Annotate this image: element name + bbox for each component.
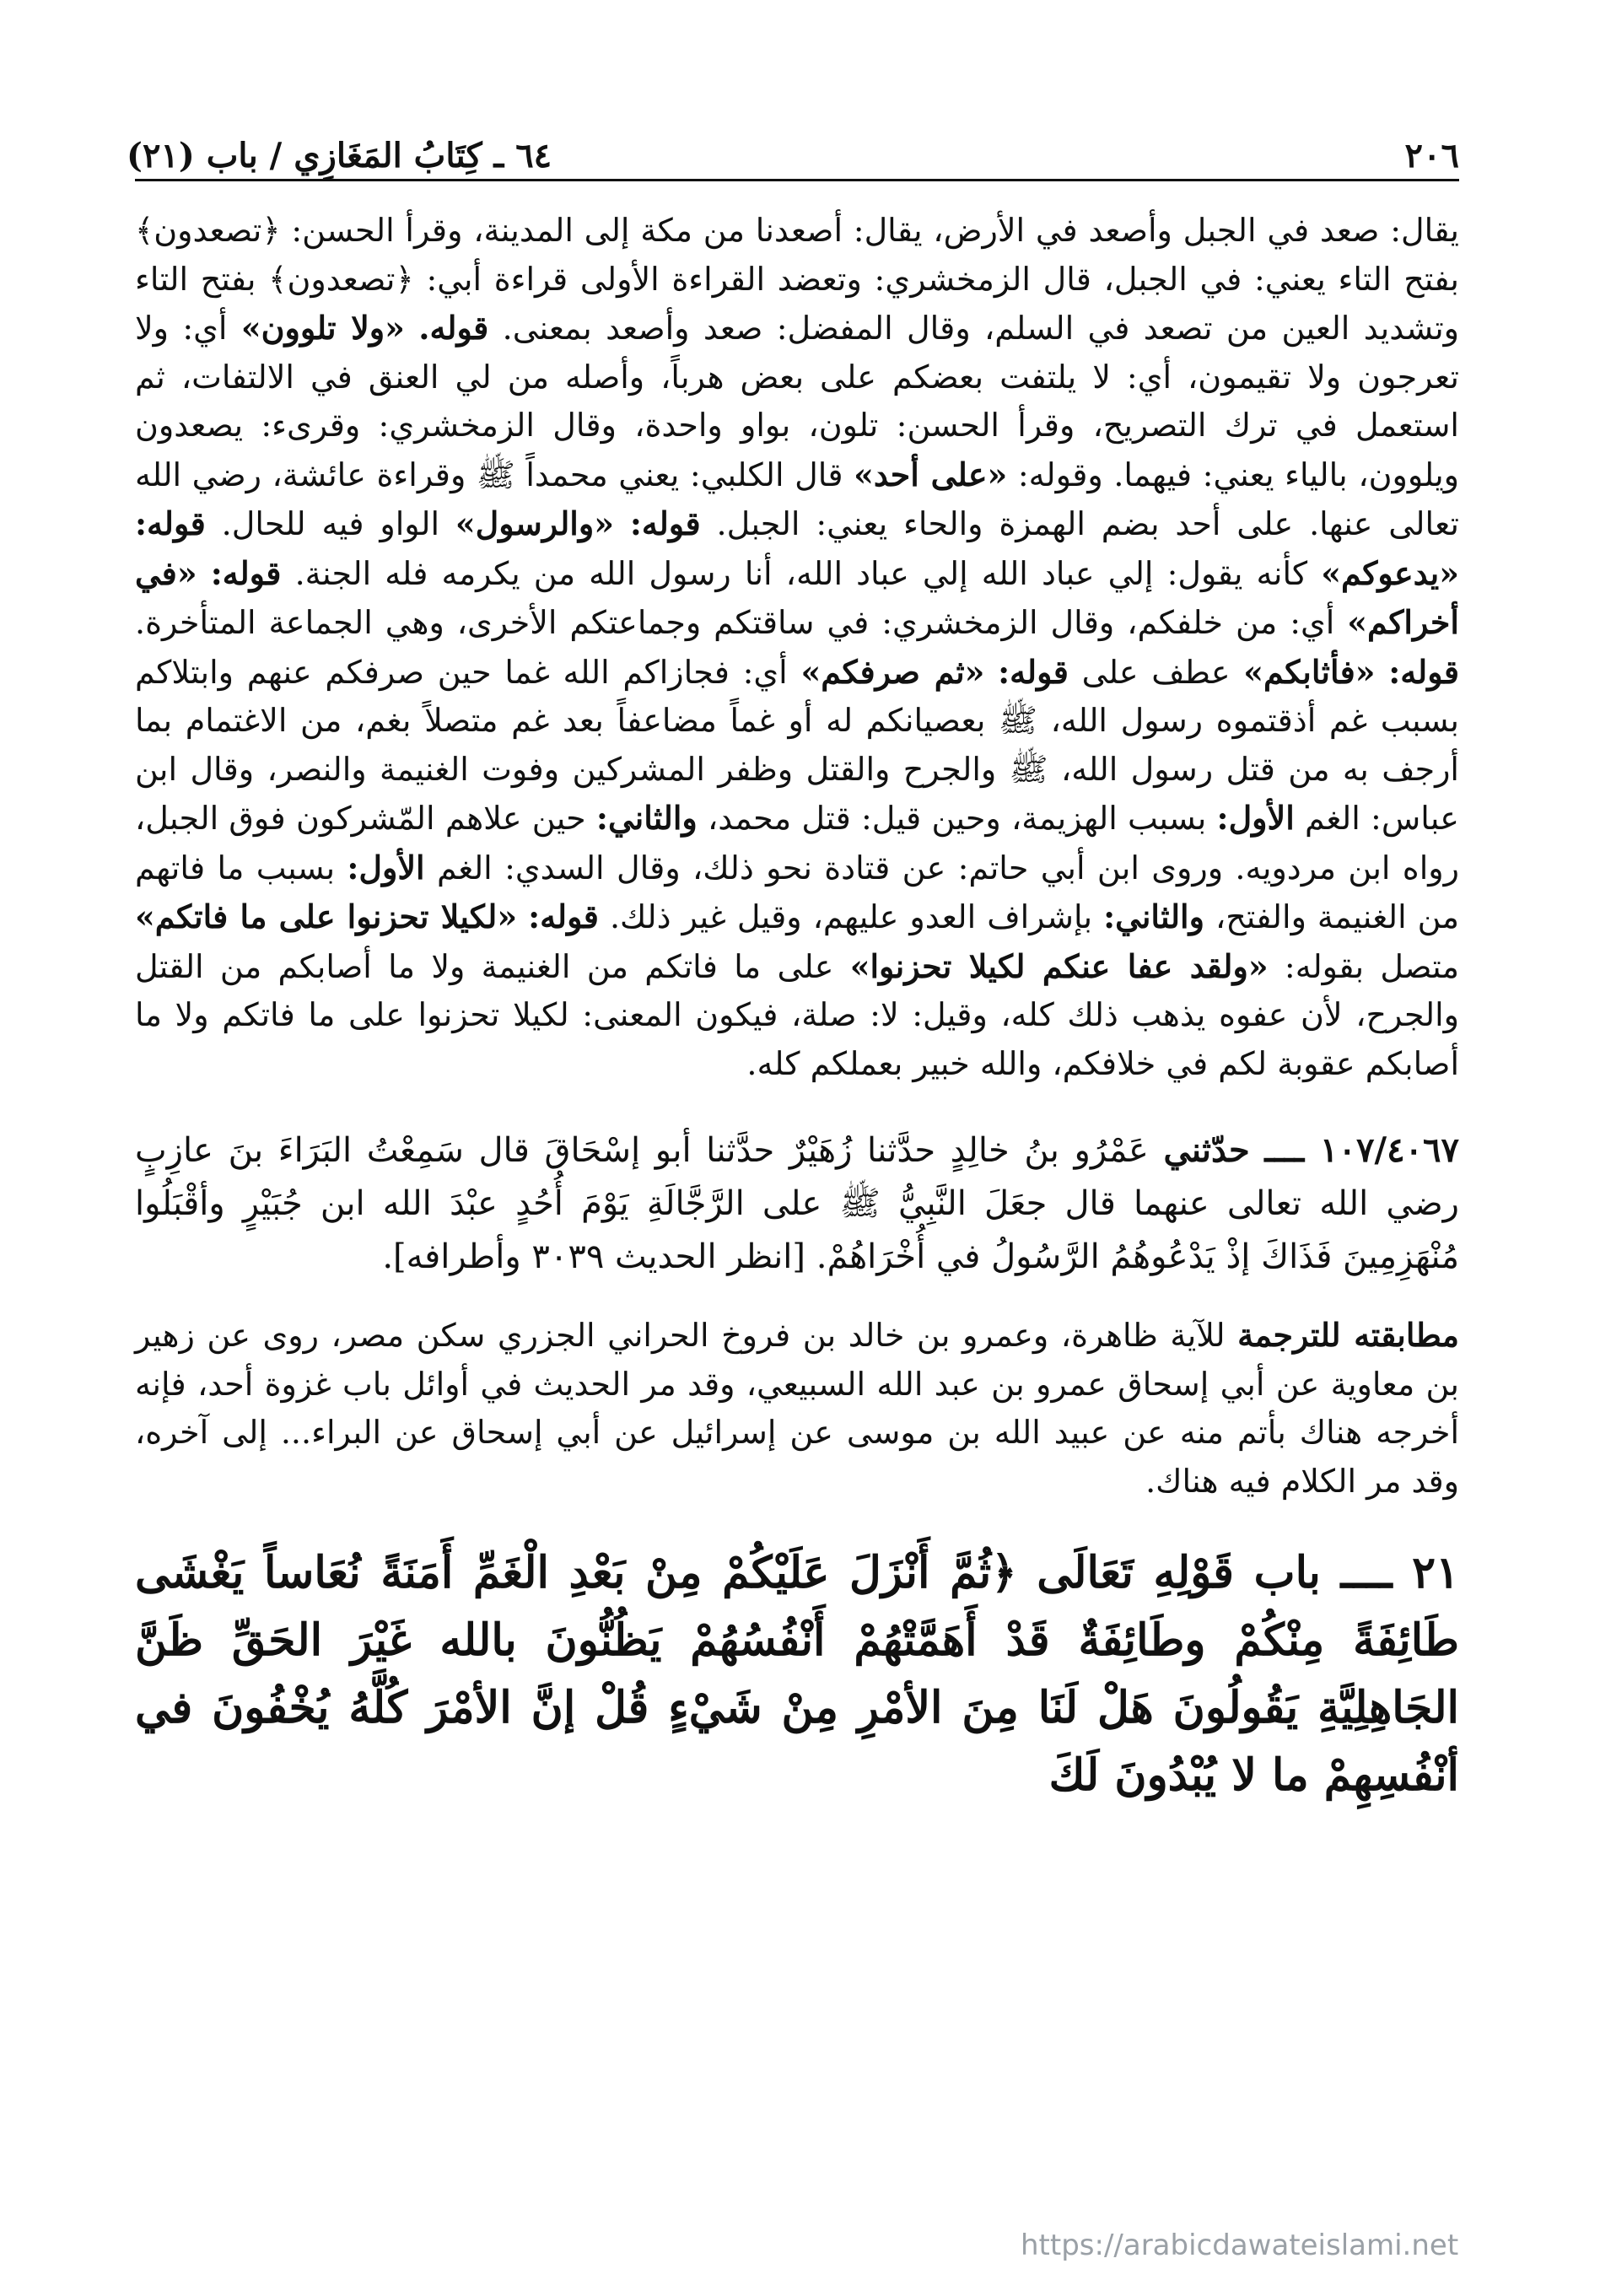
chapter-number: ٢١ ــــ [1340,1547,1460,1598]
text-run: قال الكلبي: يعني محمداً ﷺ وقراءة عائشة، رضي الله تعالى عنها. على أحد بضم الهمزة والحاء يعني: الجبل. [135,455,1459,542]
keyword-qawluh: قوله: [135,504,206,542]
quoted-phrase: «والرسول» [455,504,614,542]
text-run: للآية ظاهرة، وعمرو بن خالد بن فروخ الحراني الجزري سكن مصر، روى عن زهير بن معاوية عن أبي إسحاق عمرو بن عبد الله السبيعي، وقد مر الحديث في أوائل باب غزوة أحد، فإنه أخرجه هناك بأتم منه عن عبيد الله بن موسى عن إسرائيل عن أبي إسحاق عن البراء... إلى آخره، وقد مر الكلام فيه هناك. [135,1317,1459,1500]
quoted-phrase: «ثم صرفكم» [800,652,985,691]
text-run: أي: من خلفكم، وقال الزمخشري: في ساقتكم وجماعتكم الأخرى، وهي الجماعة المتأخرة. [135,604,1335,641]
hadith-text [135,1124,1459,1284]
quoted-phrase: «ولا تلوون» [240,309,405,347]
quoted-phrase: «لكيلا تحزنوا على ما فاتكم» [135,897,518,935]
text-run: بإشراف العدو عليهم، وقيل غير ذلك. [609,898,1093,935]
text-run: بسبب الهزيمة، وحين قيل: قتل محمد، [708,800,1207,837]
quoted-phrase: «على أحد» [854,455,1008,493]
correspondence-heading: مطابقته للترجمة [1237,1316,1459,1354]
correspondence-paragraph [135,1311,1459,1506]
keyword-second: والثاني: [1103,897,1204,935]
text-run: متصل بقوله: [1284,947,1459,985]
chapter-heading [135,1539,1459,1809]
page-body [135,207,1459,1853]
watermark-url: https://arabicdawateislami.net [1021,2229,1459,2262]
quoted-phrase: «ولقد عفا عنكم لكيلا تحزنوا» [849,946,1269,985]
text-run: عطف على [1081,653,1231,691]
page-number: ٢٠٦ [1404,136,1459,175]
text-run: بسبب ما فاتهم من الغنيمة والفتح، [135,849,1459,935]
text-run: كأنه يقول: إلي عباد الله إلي عباد الله، أنا رسول الله من يكرمه فله الجنة. [294,554,1308,592]
text-run: يقال: صعد في الجبل وأصعد في الأرض، يقال: أصعدنا من مكة إلى المدينة، وقرأ الحسن: ﴿تصعدون﴾ بفتح التاء يعني: في الجبل، قال الزمخشري: وتعضد القراءة الأولى قراءة أبي: ﴿تصعدون﴾ بفتح التاء وتشديد العين من تصعد في السلم، وقال المفضل: صعد وأصعد بمعنى. [135,212,1460,347]
quoted-phrase: «فأثابكم» [1243,652,1376,691]
keyword-qawluh: قوله: [528,897,599,935]
text-run: أي: فجازاكم الله غما حين صرفكم عنهم وابتلاكم بسبب غم أذقتموه رسول الله، ﷺ بعصيانكم له أو غماً مضاعفاً بعد غم متصلاً بغم، من الاغتمام بما أرجف به من قتل رسول الله، ﷺ والجرح والقتل وظفر المشركين وفوت الغنيمة والنصر، وقال ابن عباس: الغم [135,653,1459,837]
text-run: حين علاهم المّشركون فوق الجبل، رواه ابن مردويه. وروى ابن أبي حاتم: عن قتادة نحو ذلك، وقال السدي: الغم [135,800,1459,887]
running-title: ٦٤ ـ كِتَابُ المَغَازِي / باب (٢١) [127,136,552,175]
keyword-first: الأول: [347,848,425,887]
hadith-number: ١٠٧/٤٠٦٧ ــــ [1264,1130,1459,1170]
keyword-second: والثاني: [595,799,698,837]
text-run: أي: ولا تعرجون ولا تقيمون، أي: لا يلتفت بعضكم على بعض هرباً، وأصله من لي العنق في الالتفات، ثم استعمل في ترك التصريح، وقرأ الحسن: تلون، بواو واحدة، وقال الزمخشري: وقرىء: يصعدون ويلوون، بالياء يعني: فيهما. وقوله: [135,310,1459,493]
keyword-qawluh: قوله: [629,504,701,542]
quoted-phrase: «يدعوكم» [1321,553,1459,592]
text-run: على ما فاتكم من الغنيمة ولا ما أصابكم من القتل والجرح، لأن عفوه يذهب ذلك كله، وقيل: لا: صلة، فيكون المعنى: لكيلا تحزنوا على ما فاتكم ولا ما أصابكم عقوبة لكم في خلافكم، والله خبير بعملكم كله. [135,947,1459,1082]
text-run: الواو فيه للحال. [221,505,440,542]
chapter-title: باب قَوْلِهِ تَعَالَى ﴿ثُمَّ أَنْزَلَ عَلَيْكُمْ مِنْ بَعْدِ الْغَمِّ أَمَنَةً نُعَاساً يَغْشَى طَائِفَةً مِنْكُمْ وطَائِفَةٌ قَدْ أَهَمَّتْهُمْ أَنْفُسُهُمْ يَظُنُّونَ بالله غَيْرَ الحَقِّ ظَنَّ الجَاهِلِيَّةِ يَقُولُونَ هَلْ لَنَا مِنَ الأمْرِ مِنْ شَيْءٍ قُلْ إنَّ الأمْرَ كُلَّهُ يُخْفُونَ في أنْفُسِهِمْ ما لا يُبْدُونَ لَكَ [135,1547,1459,1801]
page-header [127,100,1459,175]
commentary-paragraph [135,207,1459,1088]
keyword-qawluh: قوله: [210,553,282,592]
quoted-phrase: «في أخراكم» [135,553,1459,641]
text-run: عَمْرُو بنُ خالِدٍ حدَّثنا زُهَيْرٌ حدَّثنا أبو إسْحَاقَ قال سَمِعْتُ البَرَاءَ بنَ عازِبٍ رضي الله تعالى عنهما قال جعَلَ النَّبِيُّ ﷺ على الرَّجَّالَةِ يَوْمَ أُحُدٍ عبْدَ الله ابن جُبَيْرٍ وأقْبَلُوا مُنْهَزِمِينَ فَذَاكَ إذْ يَدْعُوهُمُ الرَّسُولُ في أُخْرَاهُمْ. [انظر الحديث ٣٠٣٩ وأطرافه]. [135,1131,1459,1276]
haddathani-label: حدّثني [1163,1130,1250,1170]
keyword-qawluh: قوله: [998,652,1069,691]
keyword-qawluh: قوله. [418,309,489,347]
header-divider [135,179,1459,181]
keyword-first: الأول: [1216,799,1295,837]
keyword-qawluh: قوله: [1388,652,1459,691]
